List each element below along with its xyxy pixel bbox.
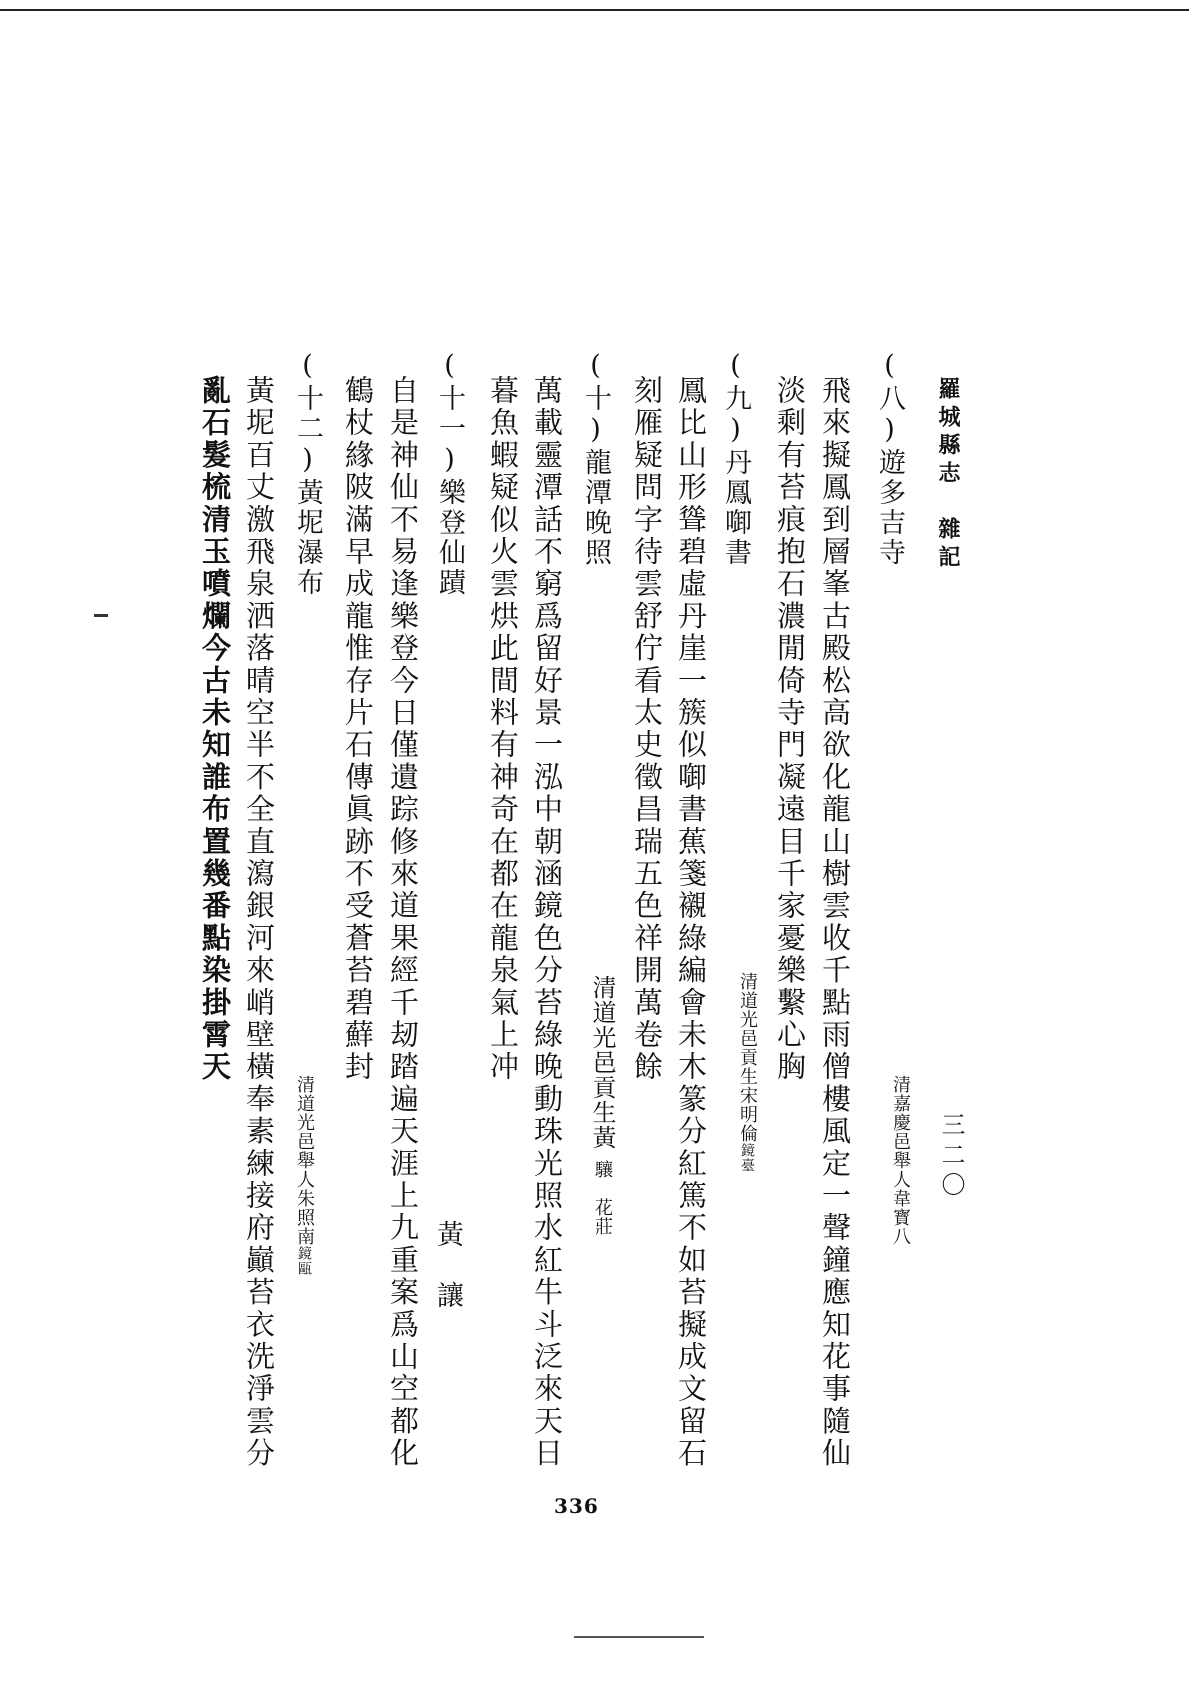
section-author [590, 975, 614, 1236]
poem-line: 刻雁疑問字待雲舒佇看太史徵昌瑞五色祥開萬卷餘 [630, 375, 664, 1084]
author-note: 驤 花莊 [592, 1160, 613, 1236]
poem-line: 萬載靈潭話不窮爲留好景一泓中朝涵鏡色分苔綠晚動珠光照水紅牛斗泛來天日 [530, 375, 564, 1470]
poem-line: 黃坭百丈激飛泉洒落晴空半不全直瀉銀河來峭壁橫奉素練接府巓苔衣洗淨雲分 [242, 375, 276, 1470]
section-author [295, 1075, 313, 1276]
page-number-cn: 三二〇 [937, 1112, 965, 1202]
poem-line: 自是神仙不易逢樂登今日僅遺踪修來道果經千刼踏遍天涯上九重案爲山空都化 [386, 375, 420, 1470]
section-title: (八)遊多吉寺 [874, 350, 905, 568]
author-note: 讓 [432, 1281, 463, 1312]
section-author [738, 972, 756, 1173]
footer-rule [574, 1636, 704, 1638]
author-note: 八 [890, 1227, 911, 1246]
section-author [434, 1220, 461, 1312]
page-number: 336 [554, 1494, 599, 1518]
poem-line: 鳳比山形聳碧虛丹崖一簇似啣書蕉箋襯綠編會未木篆分紅篤不如苔擬成文留石 [674, 375, 708, 1470]
scan-mark [94, 614, 108, 617]
poem-line: 暮魚蝦疑似火雲烘此間料有神奇在都在龍泉氣上冲 [486, 375, 520, 1084]
poem-line: 淡剩有苔痕抱石濃閒倚寺門凝遠目千家憂樂繫心胸 [773, 375, 807, 1084]
author-note: 鏡甌 [296, 1246, 312, 1276]
running-header-title: 羅城縣志 雜記 [935, 377, 961, 573]
poem-line: 亂石髮梳清玉噴爛今古未知誰布置幾番點染掛霄天 [198, 375, 232, 1084]
poem-line: 鶴杖緣陂滿早成龍惟存片石傳眞跡不受蒼苔碧蘚封 [341, 375, 375, 1084]
author-name: 清道光邑貢生黃 [588, 975, 616, 1150]
section-author [891, 1075, 909, 1246]
top-border-rule [0, 9, 1189, 11]
section-title: (九)丹鳳啣書 [720, 350, 751, 568]
author-name: 清道光邑舉人朱照南 [294, 1075, 315, 1246]
author-name: 黃 [432, 1220, 463, 1251]
author-note: 鏡臺 [739, 1143, 755, 1173]
section-title: (十)龍潭晚照 [580, 350, 611, 568]
author-name: 清道光邑貢生宋明倫 [737, 972, 758, 1143]
author-name: 清嘉慶邑舉人韋寳 [890, 1075, 911, 1227]
section-title: (十一)樂登仙蹟 [434, 350, 465, 598]
section-title: (十二)黃坭瀑布 [292, 350, 323, 598]
poem-line: 飛來擬鳳到層峯古殿松高欲化龍山樹雲收千點雨僧樓風定一聲鐘應知花事隨仙 [818, 375, 852, 1470]
